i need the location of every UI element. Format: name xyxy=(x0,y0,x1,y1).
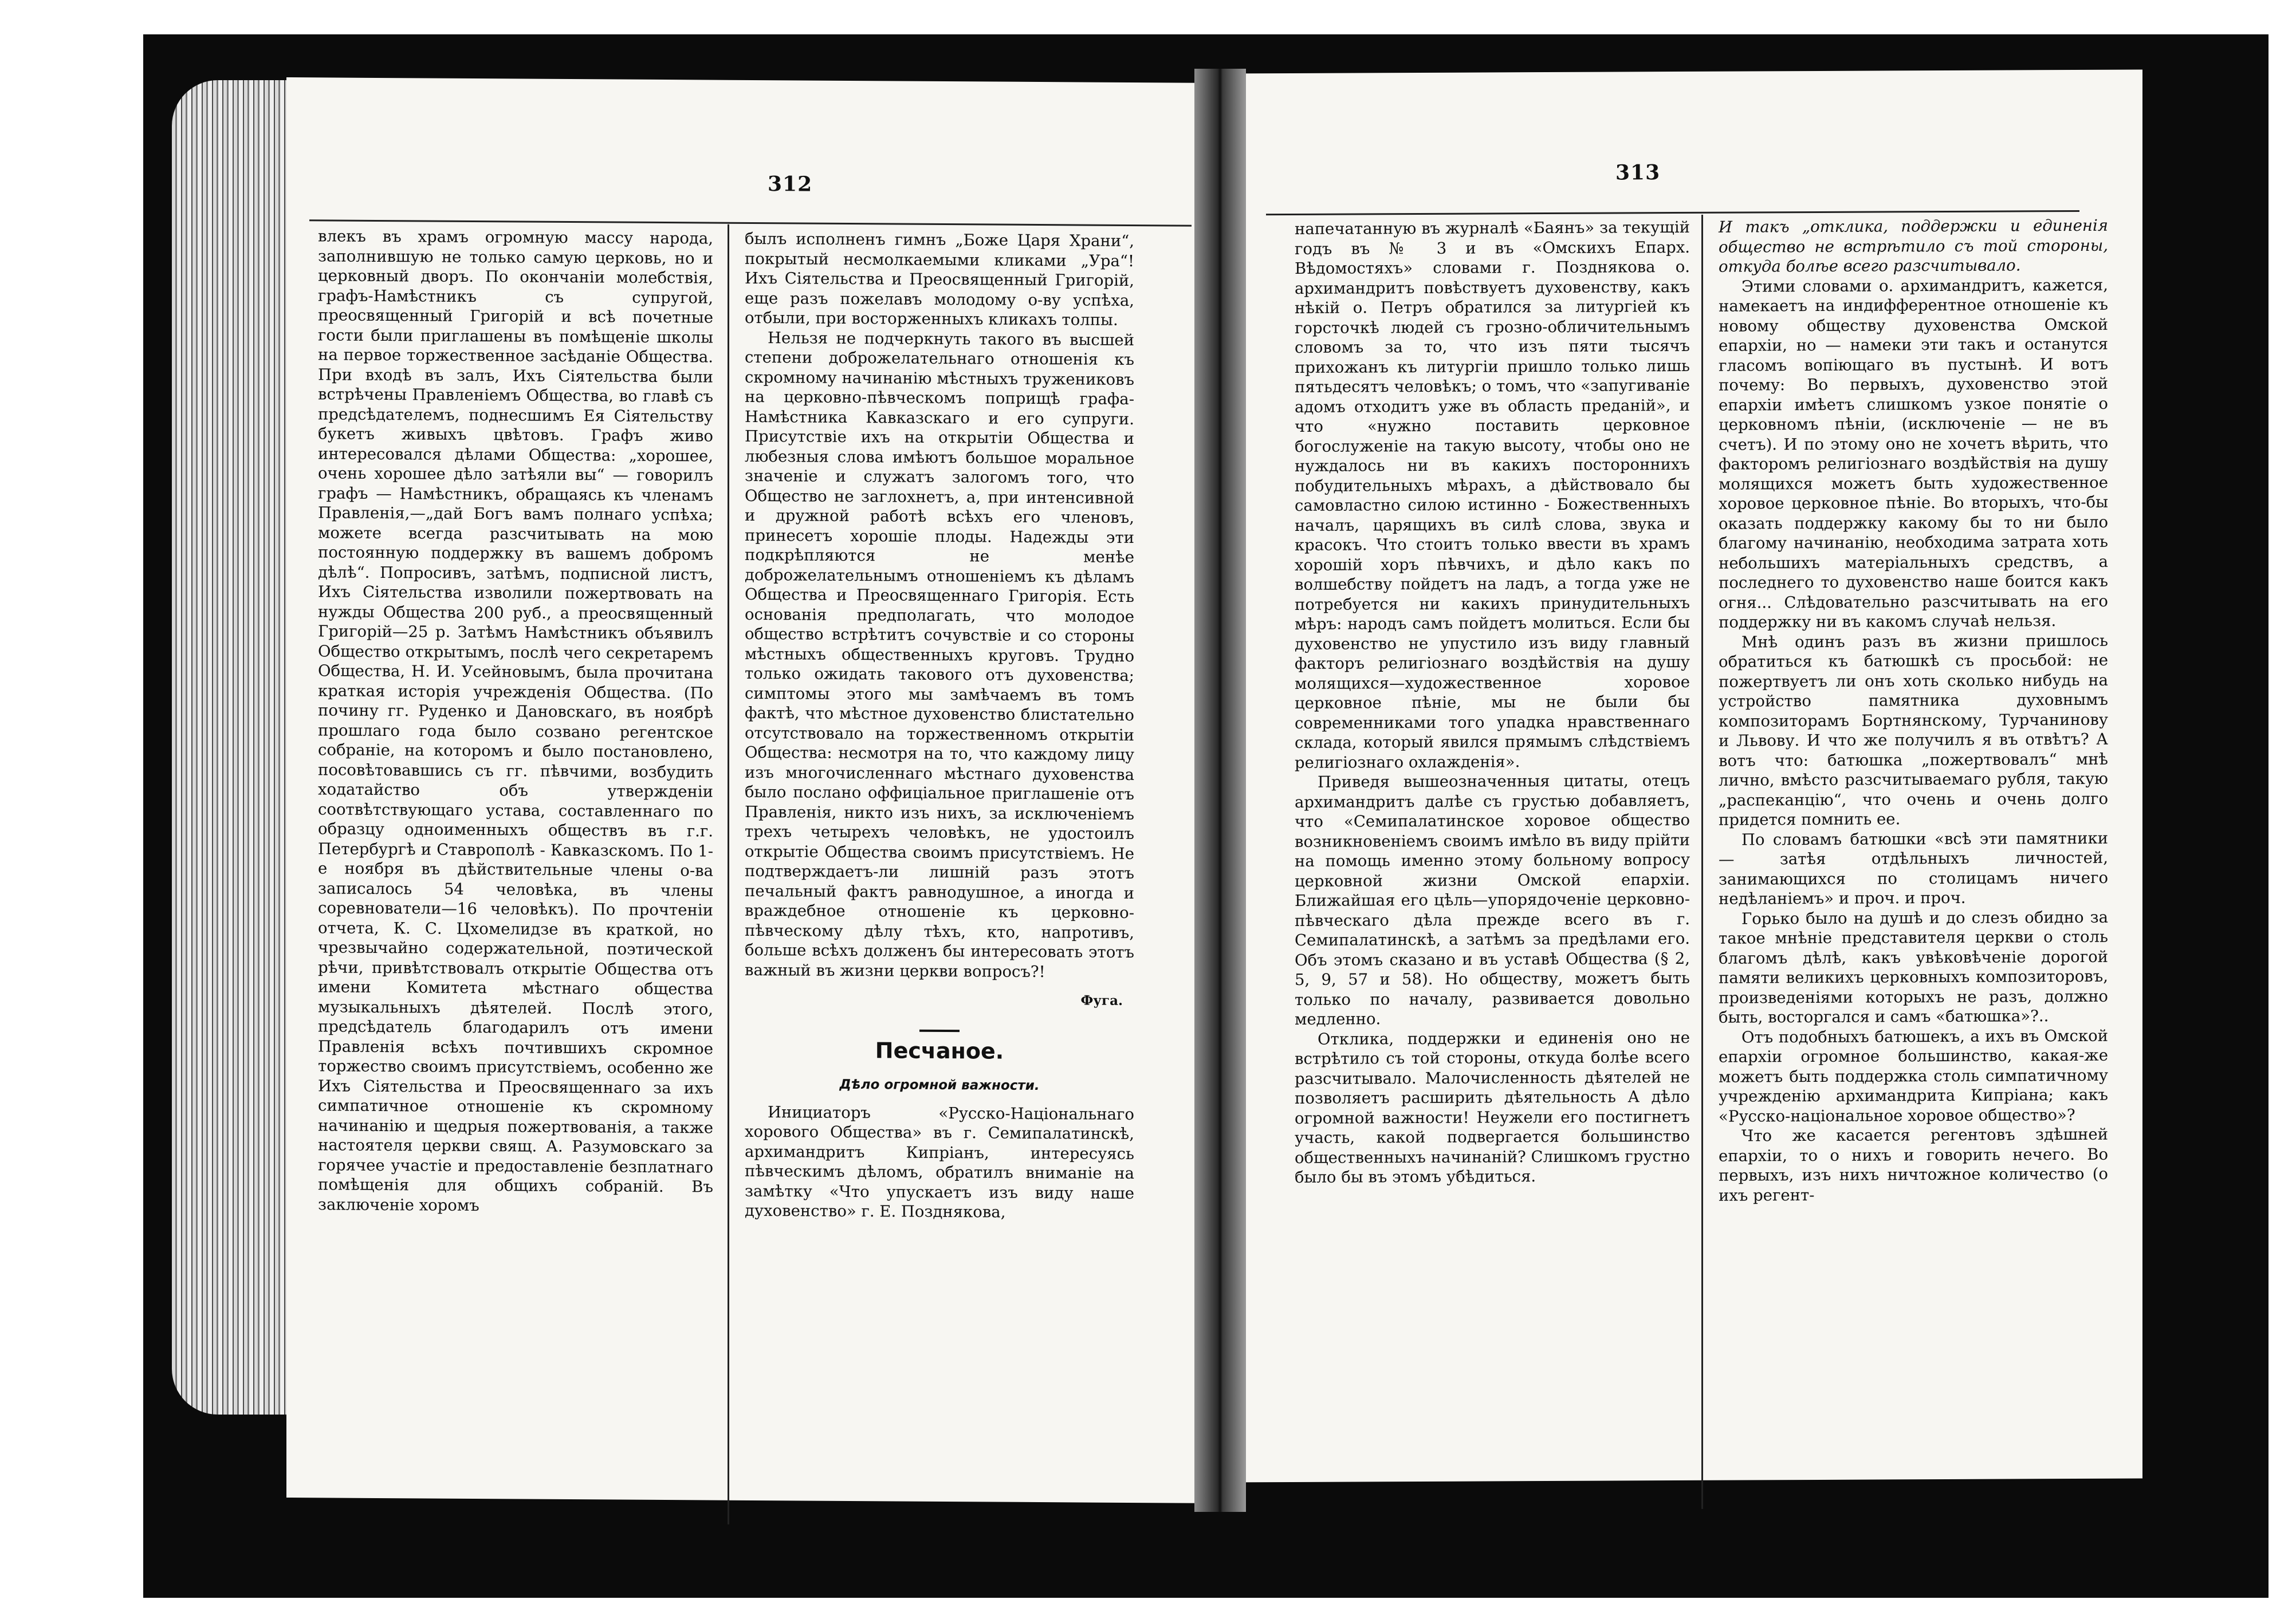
page-number-left: 312 xyxy=(768,172,813,196)
left-column-2 xyxy=(745,229,1134,1223)
paragraph: Отклика, поддержки и единенія оно не встрѣтило съ той стороны, откуда болѣе всего разсчитывало. Малочисленность дѣятелей не позволяетъ расширить дѣятельность А дѣло огромной важности! Неужели его постигнетъ участь, какой подвергается большинство общественныхъ начинаній? Слишкомъ грустно было бы въ этомъ убѣдиться. xyxy=(1295,1028,1690,1187)
paragraph: влекъ въ храмъ огромную массу народа, заполнившую не только самую церковь, но и церковный дворъ. По окончаніи молебствія, графъ-Намѣстникъ съ супругой, преосвященный Григорій и всѣ почетные гости были приглашены въ помѣщеніе школы на первое торжественное засѣданіе Общества. При входѣ въ залъ, Ихъ Сіятельства были встрѣчены Правленіемъ Общества, во главѣ съ предсѣдателемъ, поднесшимъ Ея Сіятельству букетъ живыхъ цвѣтовъ. Графъ живо интересовался дѣлами Общества: „хорошее, очень хорошее дѣло затѣяли вы“ — говорилъ графъ — Намѣстникъ, обращаясь къ членамъ Правленія,—„дай Богъ вамъ полнаго успѣха; можете всегда разсчитывать на мою постоянную поддержку въ вашемъ добромъ дѣлѣ“. Попросивъ, затѣмъ, подписной листъ, Ихъ Сіятельства изволили пожертвовать на нужды Общества 200 руб., а преосвященный Григорій—25 р. Затѣмъ Намѣстникъ объявилъ Общество открытымъ, послѣ чего секретаремъ Общества, Н. И. Усейновымъ, была прочитана краткая исторія учрежденія Общества. (По почину гг. Руденко и Дановскаго, въ ноябрѣ прошлаго года было созвано регентское собраніе, на которомъ и было постановлено, посовѣтовавшись съ гг. пѣвчими, возбудить ходатайство объ утвержденіи соотвѣтствующаго устава, составленнаго по образцу одноименныхъ обществъ въ г.г. Петербургѣ и Ставрополѣ - Кавказскомъ. По 1-е ноября въ дѣйствительные члены о-ва записалось 54 человѣка, въ члены соревнователи—16 человѣкъ). По прочтеніи отчета, К. С. Цхомелидзе въ краткой, но чрезвычайно содержательной, поэтической рѣчи, привѣтствовалъ открытіе Общества отъ имени Комитета мѣстнаго общества музыкальныхъ дѣятелей. Послѣ этого, предсѣдатель благодарилъ отъ имени Правленія всѣхъ почтившихъ скромное торжество своимъ присутствіемъ, особенно же Ихъ Сіятельства и Преосвященнаго за ихъ симпатичное отношеніе къ скромному начинанію и щедрыя пожертвованія, а также настоятеля церкви свящ. А. Разумовскаго за горячее участіе и предоставленіе безплатнаго помѣщенія для общихъ собраній. Въ заключеніе хоромъ xyxy=(318,227,713,1215)
right-column-1 xyxy=(1295,218,1690,1188)
page-number-right: 313 xyxy=(1615,160,1661,185)
paragraph: И такъ „отклика, поддержки и единенія общество не встрѣтило съ той стороны, откуда болѣе всего разсчитывало. xyxy=(1719,216,2108,276)
section-subtitle: Дѣло огромной важности. xyxy=(839,1077,1040,1094)
left-column-2-text xyxy=(745,229,1134,982)
paragraph: Инициаторъ «Русско-Національнаго хорового Общества» въ г. Семипалатинскѣ, архимандритъ Кипріанъ, интересуясь пѣвческимъ дѣломъ, обратилъ вниманіе на замѣтку «Что упускаетъ изъ виду наше духовенство» г. Е. Позднякова, xyxy=(745,1102,1134,1222)
column-divider-right xyxy=(1701,215,1703,1509)
article-signature: Фуга. xyxy=(1080,992,1123,1009)
paragraph: Приведя вышеозначенныя цитаты, отецъ архимандритъ далѣе съ грустью добавляетъ, что «Семипалатинское хоровое общество возникновеніемъ своимъ имѣло въ виду прійти на помощь именно этому больному вопросу церковной жизни Омской епархіи. Ближайшая его цѣль—упорядоченіе церковно-пѣвческаго дѣла прежде всего въ г. Семипалатинскѣ, а затѣмъ за предѣлами его. Объ этомъ сказано и въ уставѣ Общества (§ 2, 5, 9, 57 и 58). Но обществу, можетъ быть только по началу, развивается довольно медленно. xyxy=(1295,771,1690,1029)
paragraph: былъ исполненъ гимнъ „Боже Царя Храни“, покрытый несмолкаемыми кликами „Ура“! Ихъ Сіятельства и Преосвященный Григорій, еще разъ пожелавъ молодому о-ву успѣха, отбыли, при восторженныхъ кликахъ толпы. xyxy=(745,229,1134,329)
section-title: Песчаное. xyxy=(875,1037,1004,1064)
column-divider-left xyxy=(728,224,729,1524)
header-rule-right xyxy=(1266,210,2079,215)
right-page xyxy=(1220,69,2142,1482)
paragraph: Мнѣ одинъ разъ въ жизни пришлось обратиться къ батюшкѣ съ просьбой: не пожертвуетъ ли онъ хоть сколько нибудь на устройство памятника духовнымъ композиторамъ Бортнянскому, Турчанинову и Львову. И что же получилъ я въ отвѣтъ? А вотъ что: батюшка „пожертвовалъ“ мнѣ лично, вмѣсто разсчитываемаго рубля, такую „распеканцію“, что очень и очень долго придется помнить ее. xyxy=(1719,631,2108,829)
paragraph: напечатанную въ журналѣ «Баянъ» за текущій годъ въ № 3 и въ «Омскихъ Епарх. Вѣдомостяхъ» словами г. Позднякова о. архимандритъ повѣствуетъ духовенству, какъ нѣкій о. Петръ обратился за литургіей къ горсточкѣ людей съ грозно-обличительнымъ словомъ за то, что изъ пяти тысячъ прихожанъ къ литургіи пришло только лишь пятьдесятъ человѣкъ; о томъ, что «запугиваніе адомъ отходитъ уже въ область преданій», и что «нужно поставить церковное богослуженіе на такую высоту, чтобы оно не нуждалось ни въ какихъ постороннихъ побудительныхъ мѣрахъ, а дѣйствовало бы самовластно силою истинно - Божественныхъ началъ, царящихъ въ силѣ слова, звука и красокъ. Что стоитъ только ввести въ храмъ хорошій хоръ пѣвчихъ, и дѣло какъ по волшебству пойдетъ на ладъ, а тогда уже не потребуется ни какихъ принудительныхъ мѣръ: народъ самъ пойдетъ молиться. Если бы духовенство не упустило изъ виду главный факторъ религіознаго воздѣйствія на душу молящихся—художественное хоровое церковное пѣніе, мы не были бы современниками того упадка нравственнаго склада, который явился прямымъ слѣдствіемъ религіознаго охлажденія». xyxy=(1295,218,1690,772)
section-separator xyxy=(919,1029,960,1031)
paragraph: Горько было на душѣ и до слезъ обидно за такое мнѣніе представителя церкви о столь благомъ дѣлѣ, какъ увѣковѣченіе дорогой памяти великихъ церковныхъ композиторовъ, произведеніями которыхъ не разъ, должно быть, восторгался и самъ «батюшка»?.. xyxy=(1719,908,2108,1027)
header-rule-left xyxy=(309,219,1192,226)
book-gutter xyxy=(1194,69,1246,1512)
paragraph: По словамъ батюшки «всѣ эти памятники — затѣя отдѣльныхъ личностей, занимающихся по столицамъ ничего недѣланіемъ» и проч. и проч. xyxy=(1719,829,2108,908)
paragraph: Что же касается регентовъ здѣшней епархіи, то о нихъ и говорить нечего. Во первыхъ, изъ нихъ ничтожное количество (о ихъ регент- xyxy=(1719,1125,2108,1205)
paragraph: Этими словами о. архимандритъ, кажется, намекаетъ на индифферентное отношеніе къ новому обществу духовенства Омской епархіи, но — намеки эти такъ и останутся гласомъ вопіющаго въ пустынѣ. И вотъ почему: Во первыхъ, духовенство этой епархіи имѣетъ слишкомъ узкое понятіе о церковномъ пѣніи, (исключеніе — не въ счетъ). И по этому оно не хочетъ вѣрить, что факторомъ религіознаго воздѣйствія на душу молящихся можетъ быть художественное хоровое церковное пѣніе. Во вторыхъ, что-бы оказать поддержку какому бы то ни было благому начинанію, необходима затрата хоть небольшихъ матеріальныхъ средствъ, а последнего то духовенство наше боится какъ огня... Слѣдовательно разсчитывать на его поддержку ни въ какомъ случаѣ нельзя. xyxy=(1719,275,2108,632)
paragraph: Нельзя не подчеркнуть такого въ высшей степени доброжелательнаго отношенія къ скромному начинанію мѣстныхъ тружениковъ на церковно-пѣвческомъ поприщѣ графа-Намѣстника Кавказскаго и его супруги. Присутствіе ихъ на открытіи Общества и любезныя слова имѣютъ большое моральное значеніе и служатъ залогомъ того, что Общество не заглохнетъ, а, при интенсивной и дружной работѣ всѣхъ его членовъ, принесетъ хорошіе плоды. Надежды эти подкрѣпляются не менѣе доброжелательнымъ отношеніемъ къ дѣламъ Общества и Преосвященнаго Григорія. Есть основанія предполагать, что молодое общество встрѣтитъ сочувствіе и со стороны мѣстныхъ общественныхъ круговъ. Трудно только ожидать такового отъ духовенства; симптомы этого мы замѣчаемъ въ томъ фактѣ, что мѣстное духовенство блистательно отсутствовало на торжественномъ открытіи Общества: несмотря на то, что каждому лицу изъ многочисленнаго мѣстнаго духовенства было послано оффиціальное приглашеніе отъ Правленія, никто изъ нихъ, за исключеніемъ трехъ четырехъ человѣкъ, не удостоилъ открытіе Общества своимъ присутствіемъ. Не подтверждаетъ-ли лишній разъ этотъ печальный фактъ равнодушное, а иногда и враждебное отношеніе къ церковно-пѣвческому дѣлу тѣхъ, кто, напротивъ, больше всѣхъ долженъ бы интересовать этотъ важный въ жизни церкви вопросъ?! xyxy=(745,328,1134,981)
paragraph: Отъ подобныхъ батюшекъ, а ихъ въ Омской епархіи огромное большинство, какая-же можетъ быть поддержка столь симпатичному учрежденію архимандрита Кипріана; какъ «Русско-національное хоровое общество»? xyxy=(1719,1026,2108,1126)
left-column-2-continued xyxy=(745,1102,1134,1223)
left-column-1 xyxy=(318,226,713,1216)
left-page xyxy=(286,77,1226,1503)
right-column-2 xyxy=(1719,216,2108,1206)
